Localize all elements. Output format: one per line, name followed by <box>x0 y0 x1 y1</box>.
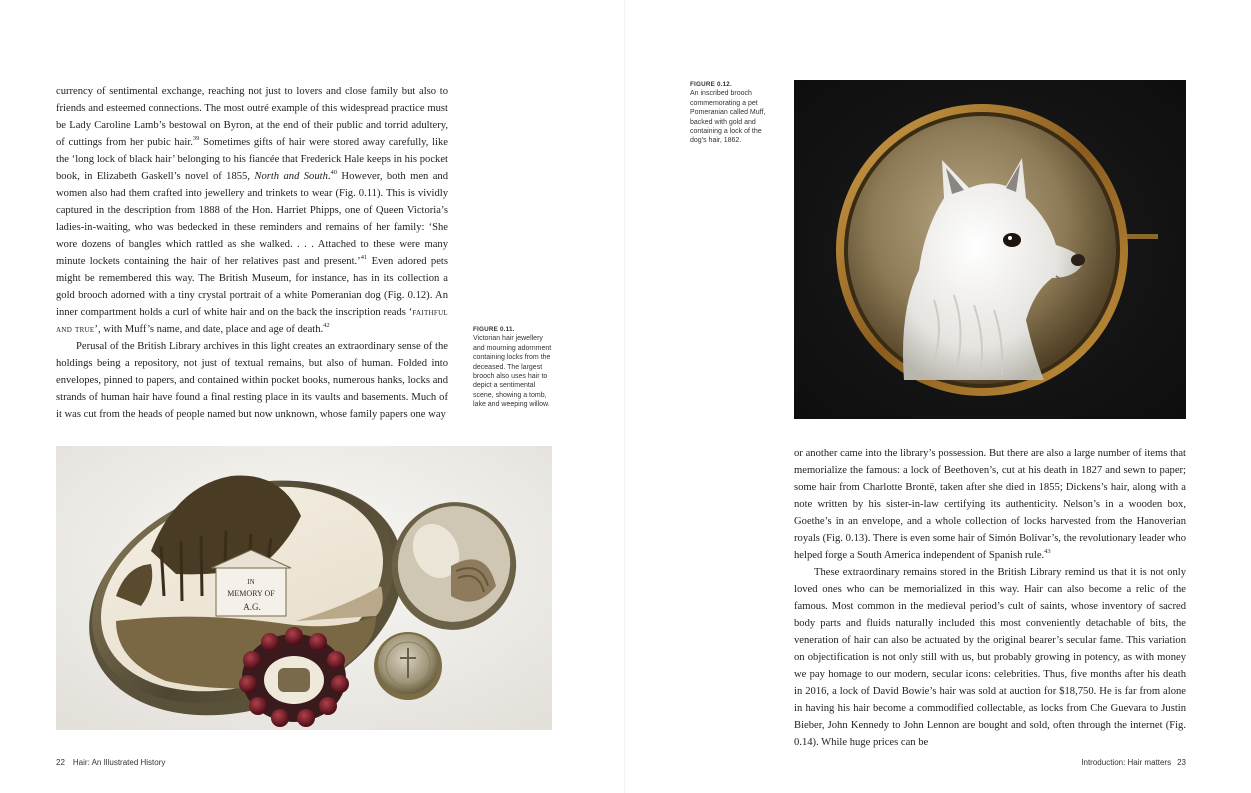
tomb-inscription-line-2: MEMORY OF <box>227 589 275 598</box>
right-paragraph-2: These extraordinary remains stored in the British Library remind us that it is not only loved ones who can be memorialized in this way. Hair can also become a relic of the famous. Most common in the medieval period’s cult of saints, whose inventory of sacred body parts and fluids naturally included this most conveniently detachable of bits, the veneration of hair can also be actuated by the original bearer’s secular fame. This variation on objectification is not only still with us, but probably growing in potency, as with money we pay homage to our modern, secular icons: celebrities. Thus, five months after his death in 2016, a lock of David Bowie’s hair was sold at auction for $18,750. He is far from alone in having his hair become a commodified collectable, as locks from Che Guevara to Justin Bieber, John Kennedy to John Lennon are bought and sold, often through the internet (Fig. 0.14). While huge prices can be <box>794 567 1186 748</box>
pomeranian-brooch-illustration <box>794 80 1186 419</box>
left-running-title: Hair: An Illustrated History <box>72 758 166 767</box>
right-body-text <box>794 445 1186 751</box>
figure-0-11-label: FIGURE 0.11. <box>473 326 515 333</box>
footnote-ref: 39 <box>192 135 200 142</box>
tomb-inscription-line-3: A.G. <box>243 602 261 612</box>
tomb-inscription-line-1: IN <box>247 578 255 586</box>
hair-jewellery-photo <box>56 446 552 730</box>
text-run: ’, with Muff’s name, and date, place and age of death. <box>94 324 324 335</box>
hair-jewellery-illustration <box>56 446 552 730</box>
text-run: . <box>327 171 331 182</box>
footnote-ref: 42 <box>323 322 330 329</box>
footnote-ref: 41 <box>360 254 368 261</box>
right-page-footer <box>1081 758 1186 767</box>
figure-0-12-label: FIGURE 0.12. <box>690 81 732 88</box>
left-body-text <box>56 83 448 423</box>
figure-0-12-text: An inscribed brooch commemorating a pet Pomeranian called Muff, backed with gold and containing a lock of the dog’s hair, 1862. <box>690 90 766 145</box>
inscription-small-caps: faithful and true <box>56 307 448 335</box>
left-page-footer <box>56 758 165 767</box>
figure-0-11-text: Victorian hair jewellery and mourning adornment containing locks from the deceased. The largest brooch also uses hair to depict a sentimental scene, showing a tomb, lake and weeping willow. <box>473 335 552 409</box>
figure-0-12-caption <box>690 80 768 146</box>
left-paragraph-1 <box>56 83 448 338</box>
pomeranian-brooch-photo <box>794 80 1186 419</box>
figure-0-11-caption <box>473 325 553 410</box>
left-page-number: 22 <box>56 758 65 767</box>
right-page-number: 23 <box>1177 758 1186 767</box>
footnote-ref: 43 <box>1044 548 1051 555</box>
footnote-ref: 40 <box>330 169 338 176</box>
text-run: or another came into the library’s possession. But there are also a large number of items that memorialize the famous: a lock of Beethoven’s, cut at his death in 1827 and sewn to paper; some hair from Charlotte Brontë, taken after she died in 1855; Dickens’s hair, along with a note written by his sister-in-law certifying its authenticity. Nelson’s in a wooden box, Goethe’s in an envelope, and a whole collection of locks harvested from the Hanoverian royals (Fig. 0.13). There is even some hair of Simón Bolívar’s, the revolutionary leader who helped forge a South America independent of Spanish rule. <box>794 448 1186 561</box>
text-run: currency of sentimental exchange, reaching not just to lovers and close family but also to friends and esteemed connections. The most outré example of this widespread practice must be Lady Caroline Lamb’s bestowal on Byron, at the end of their public and torrid adultery, of cuttings from her pubic hair. <box>56 86 448 148</box>
right-paragraph-1 <box>794 445 1186 564</box>
left-page <box>0 0 625 793</box>
right-running-title: Introduction: Hair matters <box>1081 758 1172 767</box>
text-run: Sometimes gifts of hair were stored away carefully, like the ‘long lock of black hair’ belonging to his fiancée that Frederick Hale keeps in his pocket book, in Elizabeth Gaskell’s novel of 1855, <box>56 137 448 182</box>
text-run: Even adored pets might be remembered this way. The British Museum, for instance, has in its collection a gold brooch adorned with a tiny crystal portrait of a white Pomeranian dog (Fig. 0.12). An inner compartment holds a curl of white hair and on the back the inscription reads ‘ <box>56 256 448 318</box>
text-run: However, both men and women also had them crafted into jewellery and trinkets to wear (Fig. 0.11). This is vividly captured in the description from 1888 of the Hon. Harriet Phipps, one of Queen Victoria’s ladies-in-waiting, who was bedecked in these reminders and remains of her family: ‘She wore dozens of bangles which rattled as she walked. . . . Attached to these were many minute lockets containing the hair of her relatives past and present.’ <box>56 171 448 267</box>
right-page <box>625 0 1251 793</box>
italic-title: North and South <box>254 171 328 182</box>
left-paragraph-2: Perusal of the British Library archives in this light creates an extraordinary sense of the holdings being a repository, not just of textual remains, but also of human. Folded into envelopes, pinned to papers, and contained within pocket books, numerous hanks, locks and strands of human hair have found a final resting place in its vaults and basements. Much of it was cut from the heads of people named but now unknown, whose family papers one way <box>56 341 448 420</box>
